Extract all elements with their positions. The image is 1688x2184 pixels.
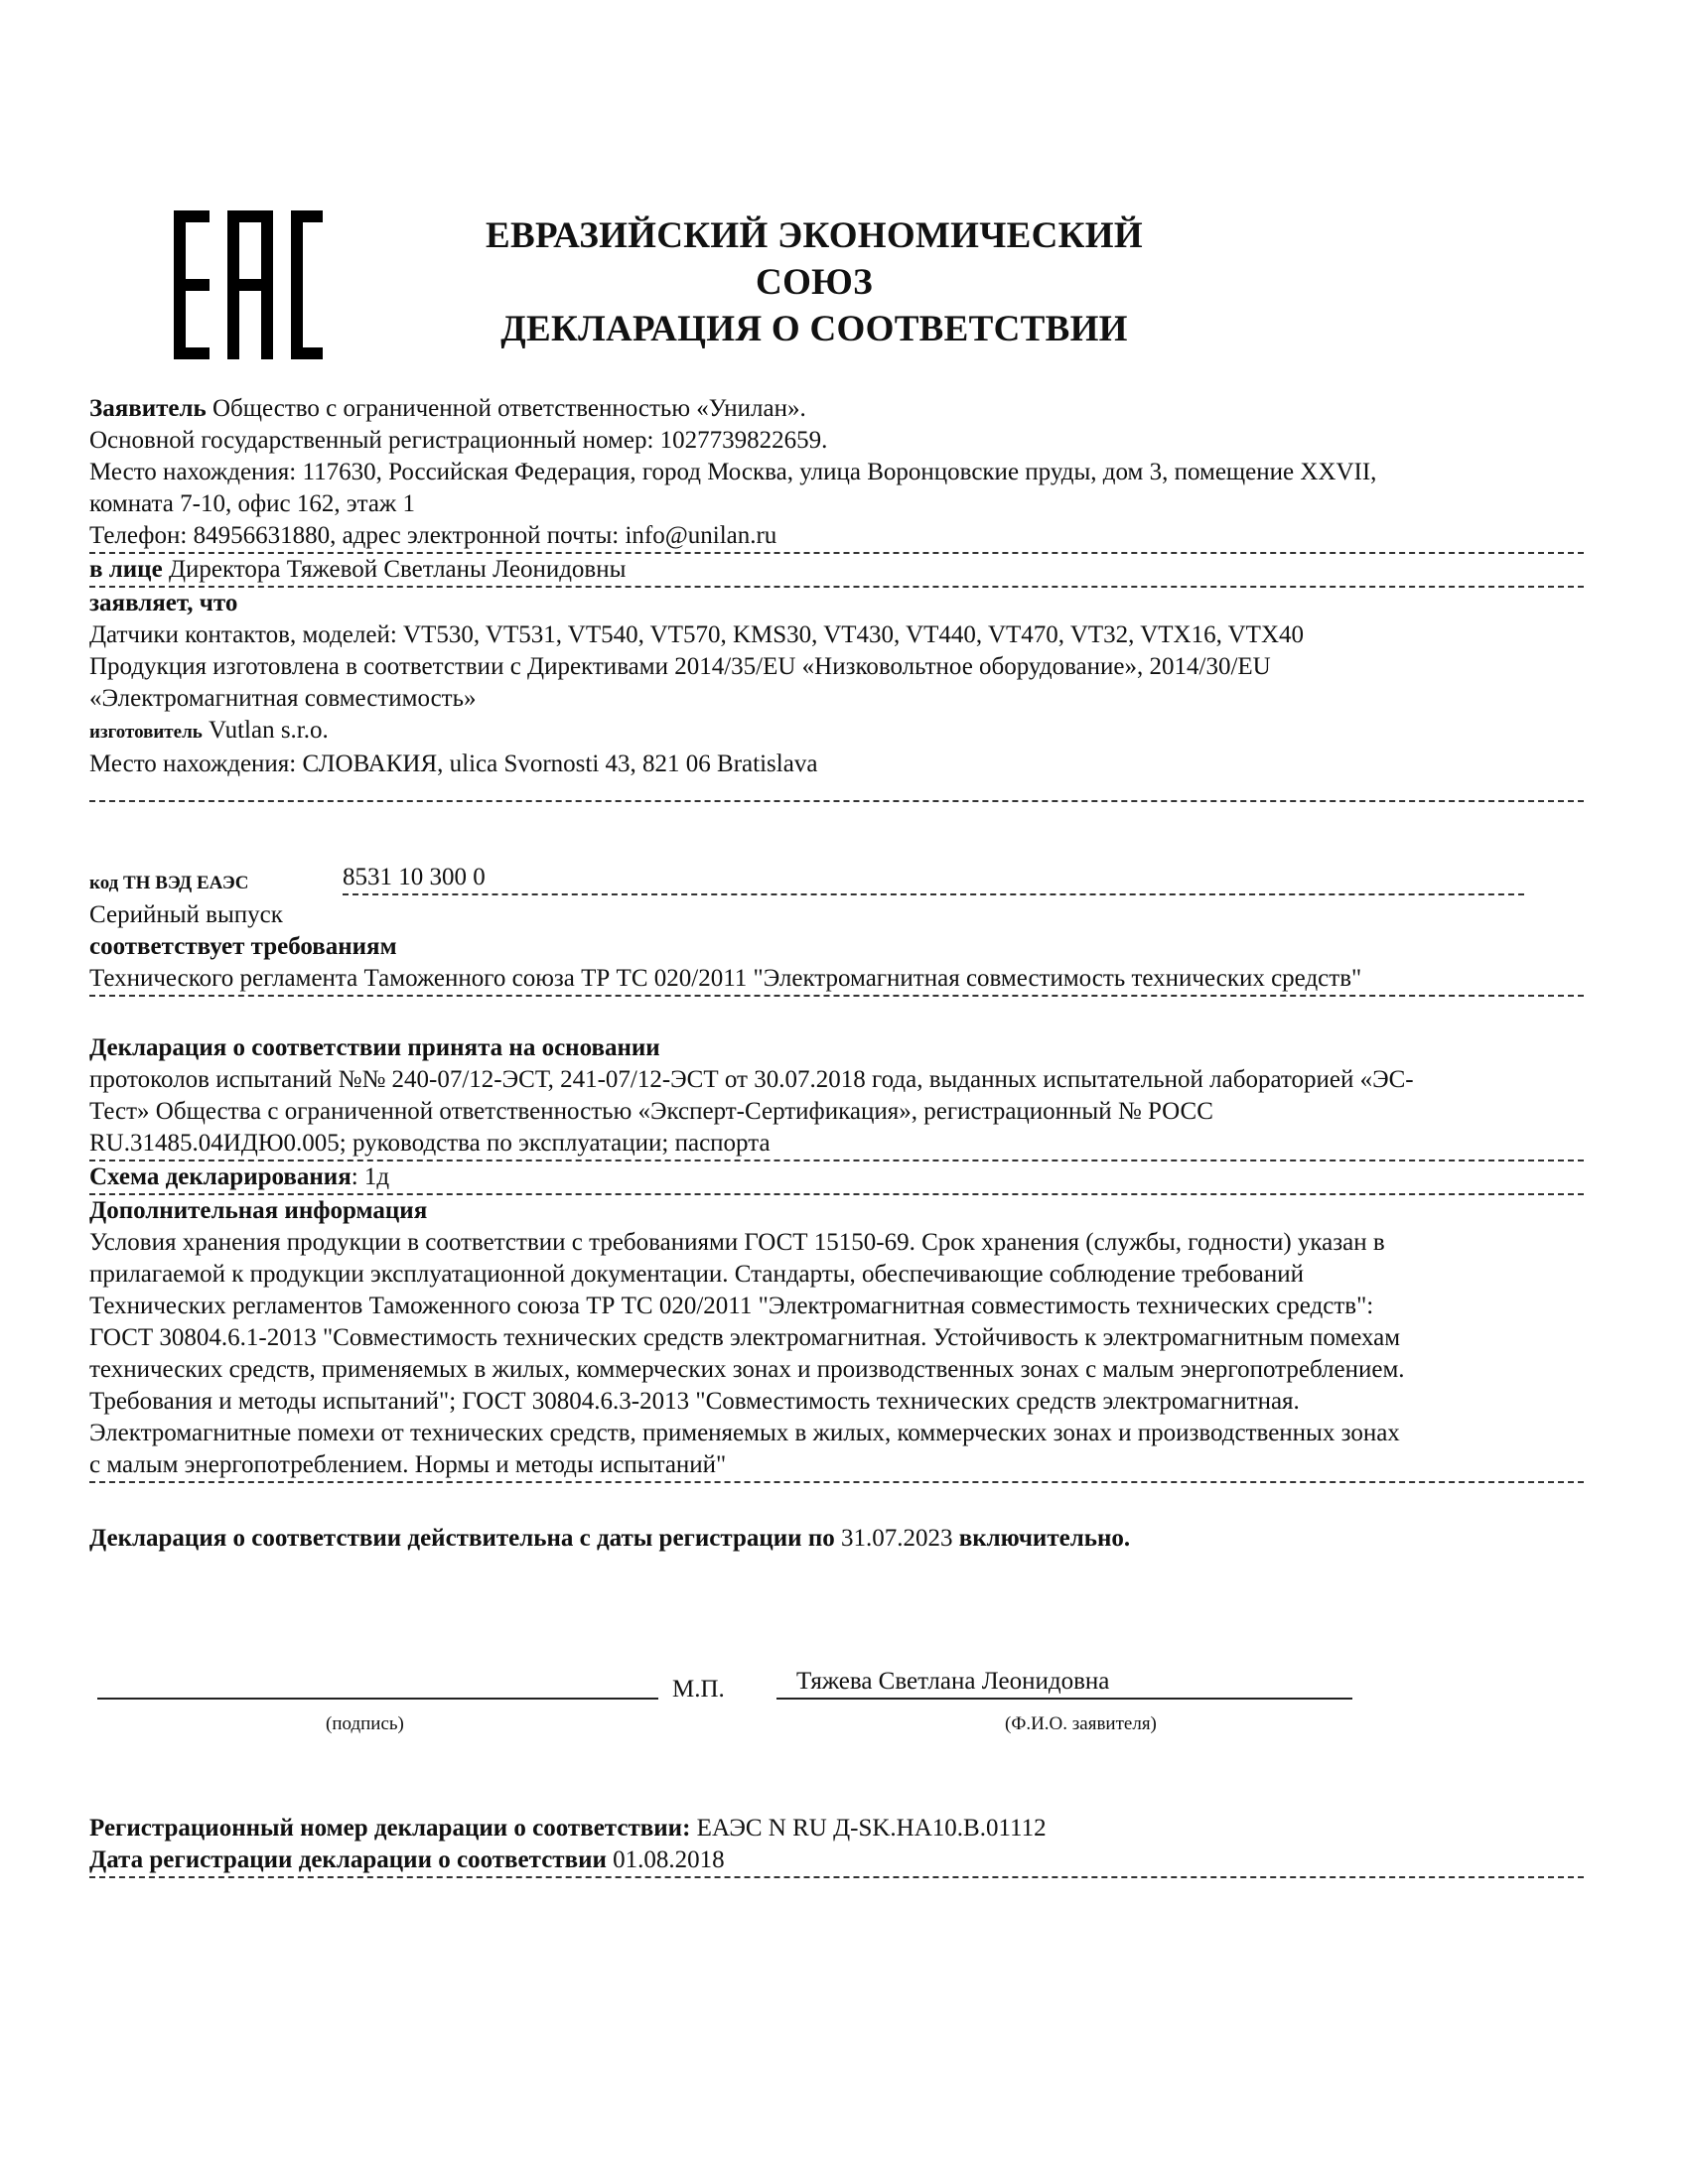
signature-block — [89, 1555, 1584, 1813]
registration-number-value: ЕАЭС N RU Д-SK.НА10.В.01112 — [690, 1815, 1047, 1842]
stamp-mark: М.П. — [672, 1676, 725, 1703]
basis-label: Декларация о соответствии принята на основании — [89, 1034, 660, 1061]
requirements-value: Технического регламента Таможенного союза ТР ТС 020/2011 "Электромагнитная совместимость технических средств" — [89, 963, 1584, 997]
additional-line: технических средств, применяемых в жилых, коммерческих зонах и производственных зонах с малым энергопотреблением. — [89, 1356, 1405, 1383]
validity-prefix: Декларация о соответствии действительна с даты регистрации по — [89, 1525, 841, 1552]
manufacturer-address: Место нахождения: СЛОВАКИЯ, ulica Svornosti 43, 821 06 Bratislava — [89, 751, 818, 777]
registration-number-line — [89, 1813, 1584, 1844]
basis-line-3: RU.31485.04ИДЮ0.005; руководства по эксплуатации; паспорта — [89, 1128, 1584, 1161]
requirements-label: соответствует требованиям — [89, 933, 397, 960]
eac-logo — [174, 210, 323, 359]
document-title — [427, 212, 1201, 352]
declares-label: заявляет, что — [89, 590, 238, 616]
scheme-line — [89, 1161, 1584, 1195]
additional-label: Дополнительная информация — [89, 1197, 428, 1224]
code-label: код ТН ВЭД ЕАЭС — [89, 873, 249, 893]
additional-line: с малым энергопотреблением. Нормы и методы испытаний" — [89, 1449, 1584, 1483]
applicant-full-name: Тяжева Светлана Леонидовна — [796, 1668, 1110, 1695]
code-row — [89, 862, 1584, 899]
additional-line: Требования и методы испытаний"; ГОСТ 30804.6.3-2013 "Совместимость технических средств электромагнитная. — [89, 1388, 1300, 1415]
code-value: 8531 10 300 0 — [343, 862, 1524, 895]
basis-line-1: протоколов испытаний №№ 240-07/12-ЭСТ, 241-07/12-ЭСТ от 30.07.2018 года, выданных испытательной лабораторией «ЭС- — [89, 1066, 1414, 1093]
directives-line-1: Продукция изготовлена в соответствии с Директивами 2014/35/EU «Низковольтное оборудование», 2014/30/EU — [89, 653, 1271, 680]
scheme-label: Схема декларирования — [89, 1163, 352, 1190]
validity-statement — [89, 1523, 1584, 1555]
declaration-body — [89, 393, 1584, 1878]
directives-line-2: «Электромагнитная совместимость» — [89, 685, 477, 712]
additional-line: прилагаемой к продукции эксплуатационной документации. Стандарты, обеспечивающие соблюдение требований — [89, 1261, 1305, 1288]
title-union: ЕВРАЗИЙСКИЙ ЭКОНОМИЧЕСКИЙ СОЮЗ — [486, 215, 1143, 303]
applicant-label: Заявитель — [89, 395, 207, 422]
applicant-line — [89, 393, 1584, 425]
basis-line-2: Тест» Общества с ограниченной ответственностью «Эксперт-Сертификация», регистрационный № РОСС — [89, 1098, 1213, 1125]
additional-line: Технических регламентов Таможенного союза ТР ТС 020/2011 "Электромагнитная совместимость технических средств": — [89, 1293, 1374, 1319]
manufacturer-value: Vutlan s.r.o. — [202, 717, 329, 744]
represented-value: Директора Тяжевой Светланы Леонидовны — [162, 556, 627, 583]
registration-date-label: Дата регистрации декларации о соответствии — [89, 1846, 607, 1873]
registration-date-line — [89, 1844, 1584, 1878]
name-caption: (Ф.И.О. заявителя) — [1005, 1713, 1157, 1734]
title-declaration: ДЕКЛАРАЦИЯ О СООТВЕТСТВИИ — [500, 309, 1128, 349]
section-separator — [89, 780, 1584, 802]
applicant-contacts: Телефон: 84956631880, адрес электронной почты: info@unilan.ru — [89, 520, 1584, 554]
applicant-name: Общество с ограниченной ответственностью «Унилан». — [206, 395, 806, 422]
additional-line: Электромагнитные помехи от технических средств, применяемых в жилых, коммерческих зонах и производственных зонах — [89, 1420, 1400, 1446]
applicant-address-1: Место нахождения: 117630, Российская Федерация, город Москва, улица Воронцовские пруды, дом 3, помещение XXVII, — [89, 459, 1377, 485]
additional-line: Условия хранения продукции в соответствии с требованиями ГОСТ 15150-69. Срок хранения (службы, годности) указан в — [89, 1229, 1385, 1256]
validity-date: 31.07.2023 — [841, 1525, 953, 1552]
release-type: Серийный выпуск — [89, 901, 283, 928]
applicant-address-2: комната 7-10, офис 162, этаж 1 — [89, 490, 415, 517]
scheme-value: : 1д — [351, 1163, 390, 1190]
manufacturer-line — [89, 715, 1584, 749]
product-description: Датчики контактов, моделей: VT530, VT531, VT540, VT570, KMS30, VT430, VT440, VT470, VT32, VTX16, VTX40 — [89, 621, 1304, 648]
registration-number-label: Регистрационный номер декларации о соответствии: — [89, 1815, 691, 1842]
signature-caption: (подпись) — [326, 1713, 404, 1734]
represented-label: в лице — [89, 556, 163, 583]
validity-suffix: включительно. — [952, 1525, 1131, 1552]
name-line — [776, 1698, 1352, 1700]
applicant-ogrn: Основной государственный регистрационный номер: 1027739822659. — [89, 427, 828, 454]
represented-line — [89, 554, 1584, 588]
registration-date-value: 01.08.2018 — [606, 1846, 725, 1873]
manufacturer-label: изготовитель — [89, 722, 203, 743]
additional-line: ГОСТ 30804.6.1-2013 "Совместимость технических средств электромагнитная. Устойчивость к электромагнитным помехам — [89, 1324, 1401, 1351]
signature-line — [97, 1698, 658, 1700]
